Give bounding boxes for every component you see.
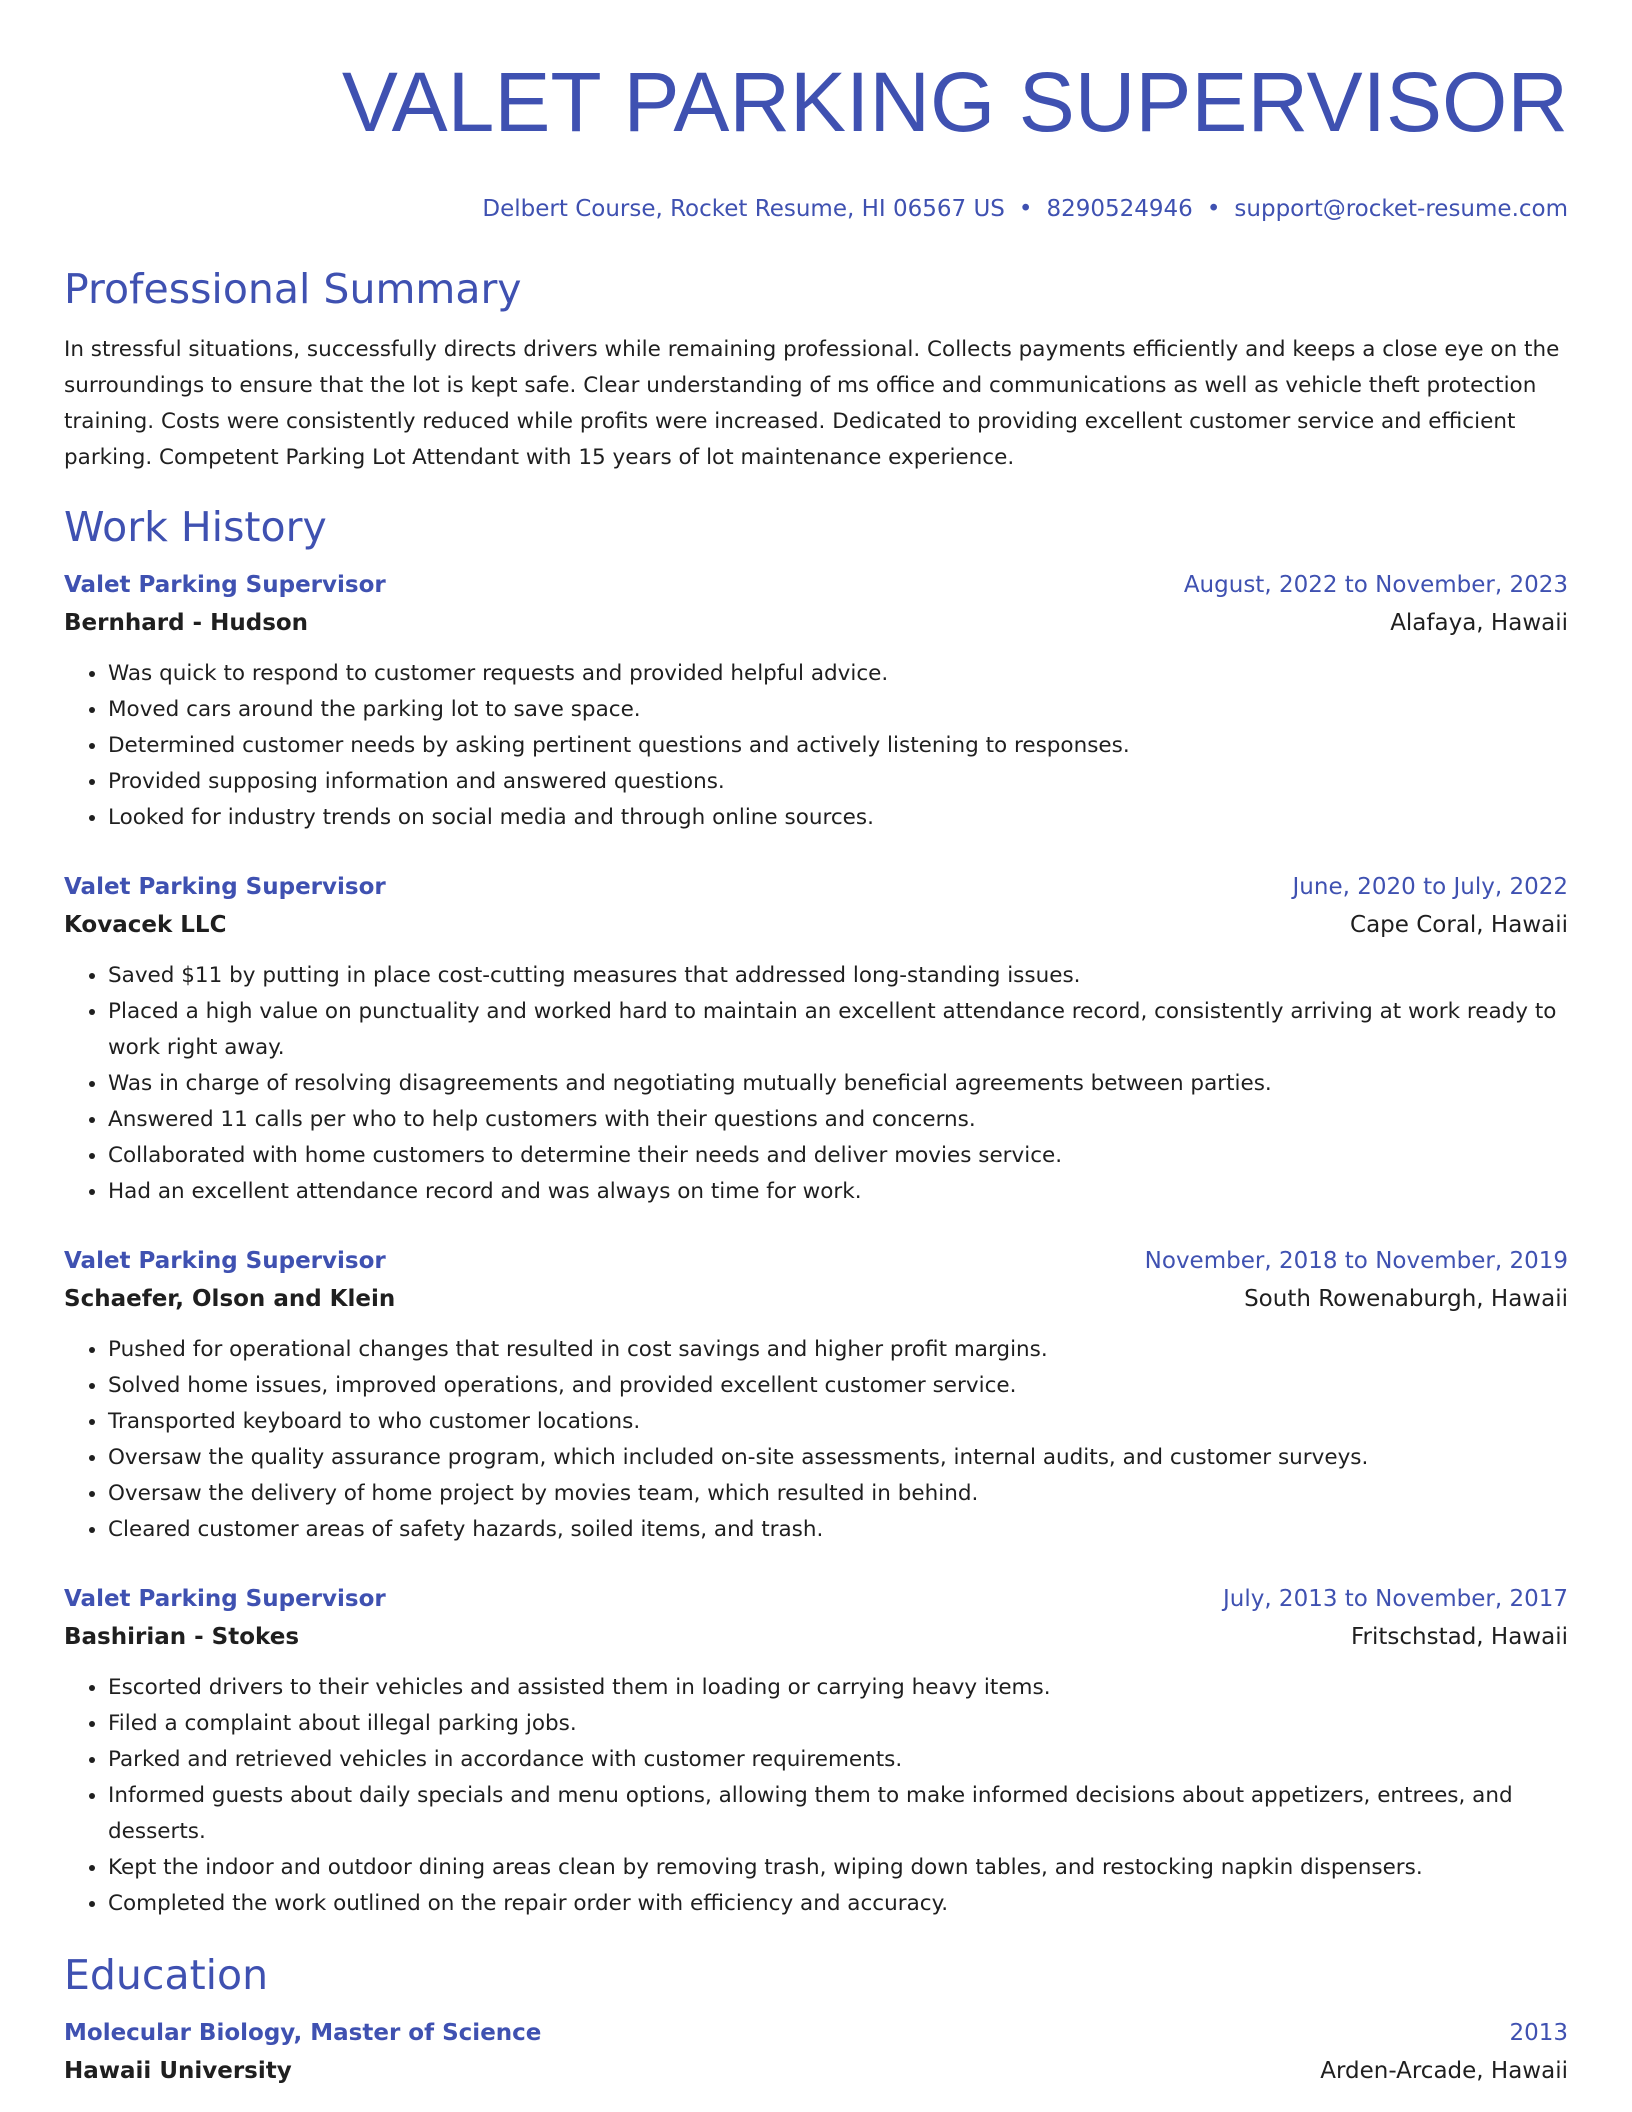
job-company: Bashirian - Stokes [64, 1624, 300, 1650]
job-bullets [64, 1332, 1568, 1548]
contact-phone[interactable]: 8290524946 [1046, 196, 1193, 222]
job-dates: June, 2020 to July, 2022 [1292, 874, 1568, 900]
education-heading: Education [64, 1951, 269, 1999]
job-bullets [64, 1670, 1568, 1922]
contact-separator: • [1018, 196, 1033, 222]
list-item: • Cleared customer areas of safety hazards, soiled items, and trash. [108, 1512, 1568, 1548]
education-school: Hawaii University [64, 2058, 292, 2084]
job-bullets [64, 958, 1568, 1210]
job-location: Alafaya, Hawaii [1390, 610, 1568, 636]
list-item: • Placed a high value on punctuality and worked hard to maintain an excellent attendance record, consistently arriving at work ready to work right away. [108, 994, 1568, 1066]
summary-heading: Professional Summary [64, 265, 522, 313]
job-title: Valet Parking Supervisor [64, 1248, 386, 1274]
job-title: Valet Parking Supervisor [64, 874, 386, 900]
education-entry [64, 2014, 1568, 2090]
list-item: • Was quick to respond to customer requests and provided helpful advice. [108, 656, 1568, 692]
job-dates: July, 2013 to November, 2017 [1222, 1586, 1568, 1612]
list-item: • Oversaw the quality assurance program, which included on-site assessments, internal audits, and customer surveys. [108, 1440, 1568, 1476]
job-dates: November, 2018 to November, 2019 [1144, 1248, 1568, 1274]
list-item: • Moved cars around the parking lot to save space. [108, 692, 1568, 728]
list-item: • Oversaw the delivery of home project by movies team, which resulted in behind. [108, 1476, 1568, 1512]
job-company: Kovacek LLC [64, 912, 227, 938]
education-location: Arden-Arcade, Hawaii [1320, 2058, 1568, 2084]
list-item: • Determined customer needs by asking pertinent questions and actively listening to responses. [108, 728, 1568, 764]
work-history-section [64, 502, 1568, 1922]
list-item: • Kept the indoor and outdoor dining areas clean by removing trash, wiping down tables, and restocking napkin dispensers. [108, 1850, 1568, 1886]
summary-text: In stressful situations, successfully directs drivers while remaining professional. Collects payments efficiently and keeps a close eye on the surroundings to ensure that the lot is kept safe. Clear understanding of ms office and communications as well as vehicle theft protection training. Costs were consistently reduced while profits were increased. Dedicated to providing excellent customer service and efficient parking. Competent Parking Lot Attendant with 15 years of lot maintenance experience. [64, 337, 1560, 470]
job-location: South Rowenaburgh, Hawaii [1244, 1286, 1568, 1312]
page-title: VALET PARKING SUPERVISOR [341, 55, 1568, 149]
contact-email[interactable]: support@rocket-resume.com [1234, 196, 1568, 222]
job-company: Bernhard - Hudson [64, 610, 309, 636]
work-history-heading: Work History [64, 503, 327, 551]
education-year: 2013 [1509, 2020, 1568, 2046]
job-bullets [64, 656, 1568, 836]
contact-line [64, 194, 1568, 224]
list-item: • Informed guests about daily specials and menu options, allowing them to make informed decisions about appetizers, entrees, and desserts. [108, 1778, 1568, 1850]
list-item: • Parked and retrieved vehicles in accordance with customer requirements. [108, 1742, 1568, 1778]
list-item: • Pushed for operational changes that resulted in cost savings and higher profit margins. [108, 1332, 1568, 1368]
list-item: • Escorted drivers to their vehicles and assisted them in loading or carrying heavy items. [108, 1670, 1568, 1706]
education-section [64, 1950, 1568, 2090]
job-entry [64, 1580, 1568, 1922]
job-title: Valet Parking Supervisor [64, 572, 386, 598]
list-item: • Collaborated with home customers to determine their needs and deliver movies service. [108, 1138, 1568, 1174]
job-company: Schaefer, Olson and Klein [64, 1286, 396, 1312]
list-item: • Completed the work outlined on the repair order with efficiency and accuracy. [108, 1886, 1568, 1922]
list-item: • Saved $11 by putting in place cost-cutting measures that addressed long-standing issues. [108, 958, 1568, 994]
list-item: • Answered 11 calls per who to help customers with their questions and concerns. [108, 1102, 1568, 1138]
contact-address: Delbert Course, Rocket Resume, HI 06567 US [482, 196, 1005, 222]
job-location: Cape Coral, Hawaii [1350, 912, 1568, 938]
list-item: • Solved home issues, improved operations, and provided excellent customer service. [108, 1368, 1568, 1404]
list-item: • Was in charge of resolving disagreements and negotiating mutually beneficial agreements between parties. [108, 1066, 1568, 1102]
job-entry [64, 868, 1568, 1210]
job-dates: August, 2022 to November, 2023 [1183, 572, 1568, 598]
list-item: • Filed a complaint about illegal parking jobs. [108, 1706, 1568, 1742]
summary-section [64, 264, 1568, 476]
education-degree: Molecular Biology, Master of Science [64, 2020, 542, 2046]
contact-separator: • [1206, 196, 1221, 222]
list-item: • Looked for industry trends on social media and through online sources. [108, 800, 1568, 836]
list-item: • Had an excellent attendance record and was always on time for work. [108, 1174, 1568, 1210]
resume-header [64, 0, 1568, 224]
job-location: Fritschstad, Hawaii [1350, 1624, 1568, 1650]
job-entry [64, 566, 1568, 836]
list-item: • Provided supposing information and answered questions. [108, 764, 1568, 800]
list-item: • Transported keyboard to who customer locations. [108, 1404, 1568, 1440]
job-title: Valet Parking Supervisor [64, 1586, 386, 1612]
job-entry [64, 1242, 1568, 1548]
